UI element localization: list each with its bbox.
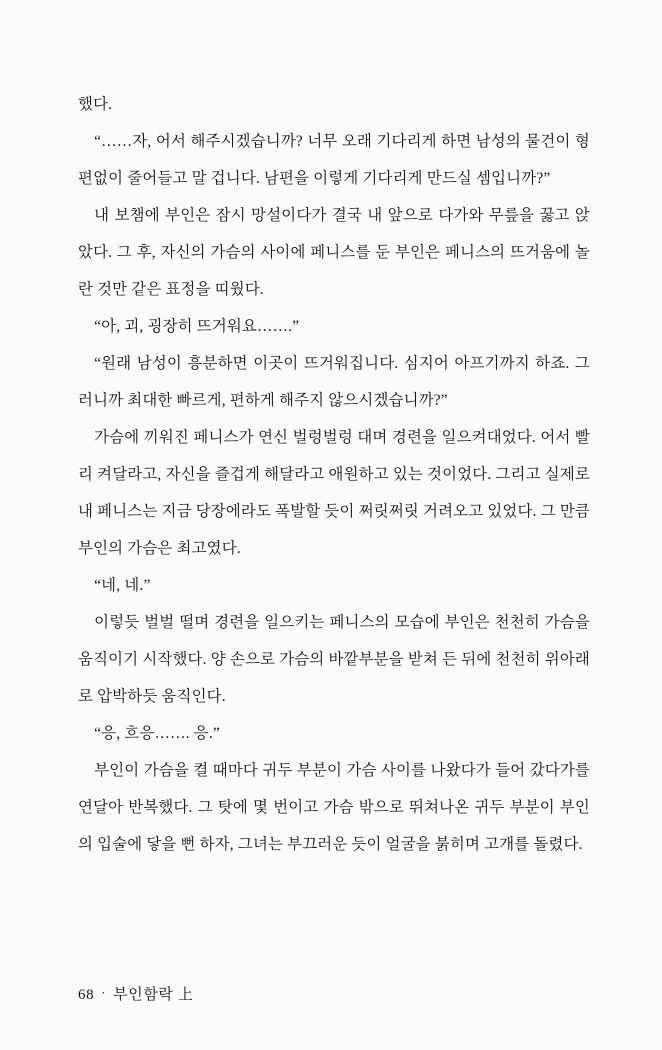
footer-separator: · bbox=[101, 985, 107, 1000]
paragraph: “원래 남성이 흥분하면 이곳이 뜨거워집니다. 심지어 아프기까지 하죠. 그러니까 최대한 빠르게, 편하게 해주지 않으시겠습니까?” bbox=[78, 355, 590, 409]
paragraph: 이렇듯 벌벌 떨며 경련을 일으키는 페니스의 모습에 부인은 천천히 가슴을 움직이기 시작했다. 양 손으로 가슴의 바깥부분을 받쳐 든 뒤에 천천히 위아래로 압박하듯 움직인다. bbox=[78, 614, 590, 705]
paragraph: “……자, 어서 해주시겠습니까? 너무 오래 기다리게 하면 남성의 물건이 형편없이 줄어들고 말 겁니다. 남편을 이렇게 기다리게 만드실 셈입니까?” bbox=[78, 133, 590, 187]
page-body bbox=[78, 86, 590, 863]
paragraph: 내 보챔에 부인은 잠시 망설이다가 결국 내 앞으로 다가와 무릎을 꿇고 앉았다. 그 후, 자신의 가슴의 사이에 페니스를 둔 부인은 페니스의 뜨거움에 놀란 것만 같은 표정을 띠웠다. bbox=[78, 207, 590, 298]
page-footer bbox=[78, 983, 193, 1004]
paragraph: 했다. bbox=[78, 96, 113, 113]
page-number: 68 bbox=[78, 987, 95, 1003]
paragraph: 부인이 가슴을 켤 때마다 귀두 부분이 가슴 사이를 나왔다가 들어 갔다가를 연달아 반복했다. 그 탓에 몇 번이고 가슴 밖으로 뛰쳐나온 귀두 부분이 부인의 입술에 닿을 뻔 하자, 그녀는 부끄러운 듯이 얼굴을 붉히며 고개를 돌렸다. bbox=[78, 762, 590, 853]
paragraph: “네, 네.” bbox=[94, 577, 151, 594]
paragraph: “응, 흐응……. 응.” bbox=[94, 725, 220, 742]
book-title: 부인함락 上 bbox=[113, 987, 194, 1003]
paragraph: “아, 괴, 굉장히 뜨거워요…….” bbox=[94, 318, 300, 335]
paragraph: 가슴에 끼워진 페니스가 연신 벌렁벌렁 대며 경련을 일으켜대었다. 어서 빨리 켜달라고, 자신을 즐겁게 해달라고 애원하고 있는 것이었다. 그리고 실제로 내 페니스는 지금 당장에라도 폭발할 듯이 쩌릿쩌릿 거려오고 있었다. 그 만큼 부인의 가슴은 최고였다. bbox=[78, 429, 590, 557]
